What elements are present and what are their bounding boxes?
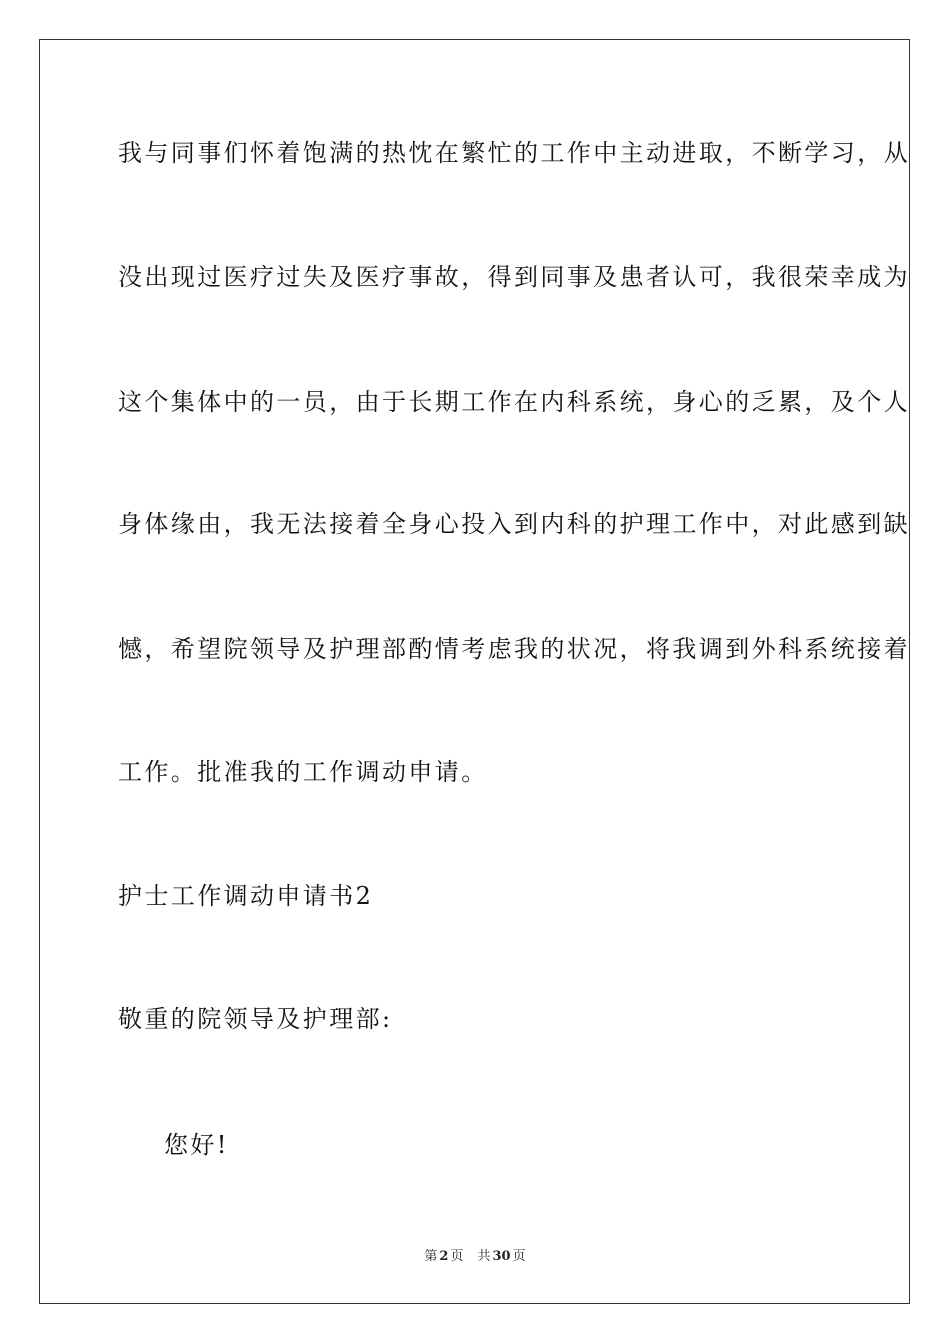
- footer-page-prefix: 第: [424, 1249, 438, 1264]
- footer-page-suffix: 页: [450, 1249, 464, 1264]
- footer-total-prefix: 共: [477, 1249, 491, 1264]
- body-text-line-6: 工作。批准我的工作调动申请。: [118, 758, 488, 786]
- greeting: 您好!: [164, 1131, 229, 1159]
- page-frame: [39, 39, 910, 1304]
- footer-total-pages: 30: [492, 1249, 511, 1264]
- body-text-line-4: 身体缘由，我无法接着全身心投入到内科的护理工作中，对此感到缺: [118, 510, 910, 538]
- salutation: 敬重的院领导及护理部:: [118, 1005, 393, 1033]
- body-text-line-3: 这个集体中的一员，由于长期工作在内科系统，身心的乏累，及个人: [118, 388, 910, 416]
- body-text-line-1: 我与同事们怀着饱满的热忱在繁忙的工作中主动进取，不断学习，从: [118, 139, 910, 167]
- page-footer: [0, 1248, 950, 1266]
- body-text-line-5: 憾，希望院领导及护理部酌情考虑我的状况，将我调到外科系统接着: [118, 635, 910, 663]
- body-text-line-2: 没出现过医疗过失及医疗事故，得到同事及患者认可，我很荣幸成为: [118, 263, 910, 291]
- footer-total-suffix: 页: [512, 1249, 526, 1264]
- footer-page-number: 2: [439, 1249, 449, 1264]
- section-title: 护士工作调动申请书2: [118, 882, 374, 910]
